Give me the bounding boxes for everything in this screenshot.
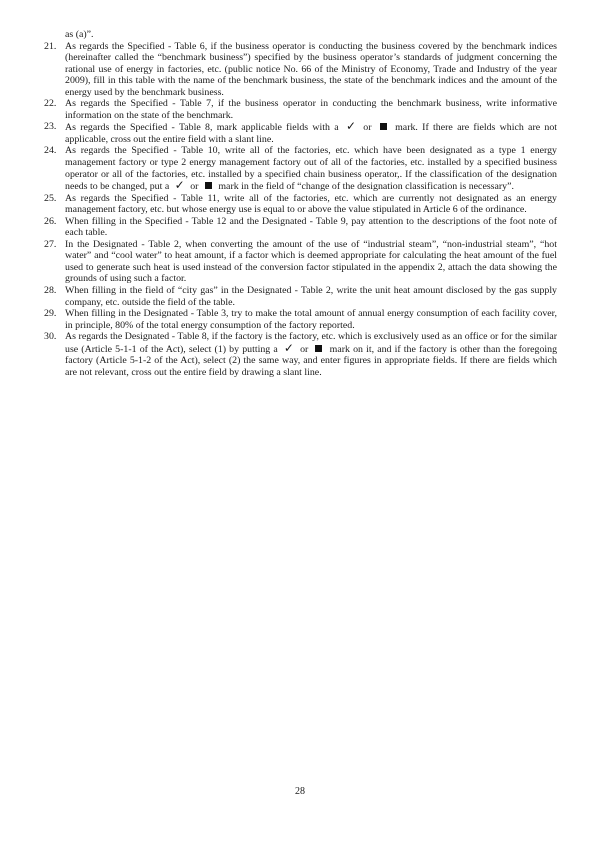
- item-number: 26.: [44, 215, 57, 227]
- item-text: In the Designated - Table 2, when converting the amount of the use of “industrial steam”, “non-industrial steam”, “hot water” and “cool water” to heat amount, if a factor which is deemed appropriate for calculating the heat amount of the fuel used to generate such heat is used instead of the conversion factor stipulated in the appendix 2, attach the data showing the grounds of using such a factor.: [65, 238, 557, 285]
- item-text: As regards the Specified - Table 10, write all of the factories, etc. which have been designated as a type 1 energy management factory or type 2 energy management factory out of all of the factories, etc. installed by a specified business operator or all of the factories, etc. installed by a specified chain business operator,. If the classification of the designation needs to be changed, put a: [65, 145, 557, 193]
- list-item: [44, 121, 557, 145]
- item-text: When filling in the Designated - Table 3, try to make the total amount of annual energy consumption of each facility cover, in principle, 80% of the total energy consumption of the factory reported.: [65, 308, 557, 331]
- item-text: mark on it, and if the factory is other than the foregoing factory (Article 5-1-2 of the Act), select (2) the same way, and enter figures in appropriate fields. If there are fields which are not relevant, cross out the entire field by drawing a slant line.: [65, 343, 558, 378]
- instruction-list: [44, 41, 557, 379]
- list-item: [44, 145, 557, 192]
- page-number: 28: [295, 786, 305, 797]
- list-item: [44, 98, 557, 121]
- filled-square-icon: [205, 182, 212, 189]
- item-text: mark in the field of “change of the designation classification is necessary”.: [218, 181, 514, 193]
- item-number: 22.: [44, 98, 57, 110]
- list-item: [44, 41, 557, 99]
- item-text: As regards the Specified - Table 7, if the business operator in conducting the benchmark business, write informative information on the state of the benchmark.: [65, 98, 557, 121]
- checkmark-icon: ✓: [345, 119, 356, 134]
- filled-square-icon: [315, 345, 322, 352]
- list-item: [44, 308, 557, 331]
- item-number: 21.: [44, 40, 57, 52]
- item-text: or: [300, 343, 309, 355]
- item-text: mark. If there are fields which are not applicable, cross out the entire field with a slant line.: [65, 122, 558, 145]
- continuation-text: as (a)”.: [65, 29, 94, 40]
- list-item: [44, 216, 557, 239]
- item-number: 28.: [44, 285, 57, 297]
- item-number: 29.: [44, 308, 57, 320]
- list-item: [44, 285, 557, 308]
- item-number: 23.: [44, 121, 57, 133]
- list-item: [44, 331, 557, 378]
- list-item: [44, 193, 557, 216]
- item-text: or: [363, 122, 372, 134]
- item-text: As regards the Specified - Table 8, mark applicable fields with a: [65, 122, 339, 134]
- document-body: [44, 29, 557, 378]
- item-text: When filling in the field of “city gas” in the Designated - Table 2, write the unit heat amount disclosed by the gas supply company, etc. outside the field of the table.: [65, 285, 557, 308]
- item-number: 30.: [44, 331, 57, 343]
- item-text: When filling in the Specified - Table 12 and the Designated - Table 9, pay attention to the descriptions of the foot note of each table.: [65, 215, 557, 239]
- filled-square-icon: [380, 123, 387, 130]
- item-text: As regards the Designated - Table 8, if the factory is the factory, etc. which is exclusively used as an office or for the similar use (Article 5-1-1 of the Act), select (1) by putting a: [65, 331, 557, 355]
- item-text: As regards the Specified - Table 6, if the business operator is conducting the business covered by the benchmark indices (hereinafter called the “benchmark business”) specified by the business operator’s standards of judgment concerning the rational use of energy in factories, etc. (public notice No. 66 of the Ministry of Economy, Trade and Industry of the year 2009), fill in this table with the name of the benchmark business, the state of the benchmark indices and the amount of the energy used by the benchmark business.: [65, 40, 557, 98]
- list-item: [44, 239, 557, 285]
- item-number: 25.: [44, 192, 57, 204]
- checkmark-icon: ✓: [283, 340, 294, 355]
- item-number: 27.: [44, 238, 57, 250]
- item-text: or: [190, 181, 199, 193]
- item-text: As regards the Specified - Table 11, write all of the factories, etc. which are currently not designated as an energy management factory, etc. but whose energy use is equal to or above the value stipulated in Article 6 of the ordinance.: [65, 192, 557, 216]
- item-number: 24.: [44, 145, 57, 157]
- checkmark-icon: ✓: [174, 178, 185, 193]
